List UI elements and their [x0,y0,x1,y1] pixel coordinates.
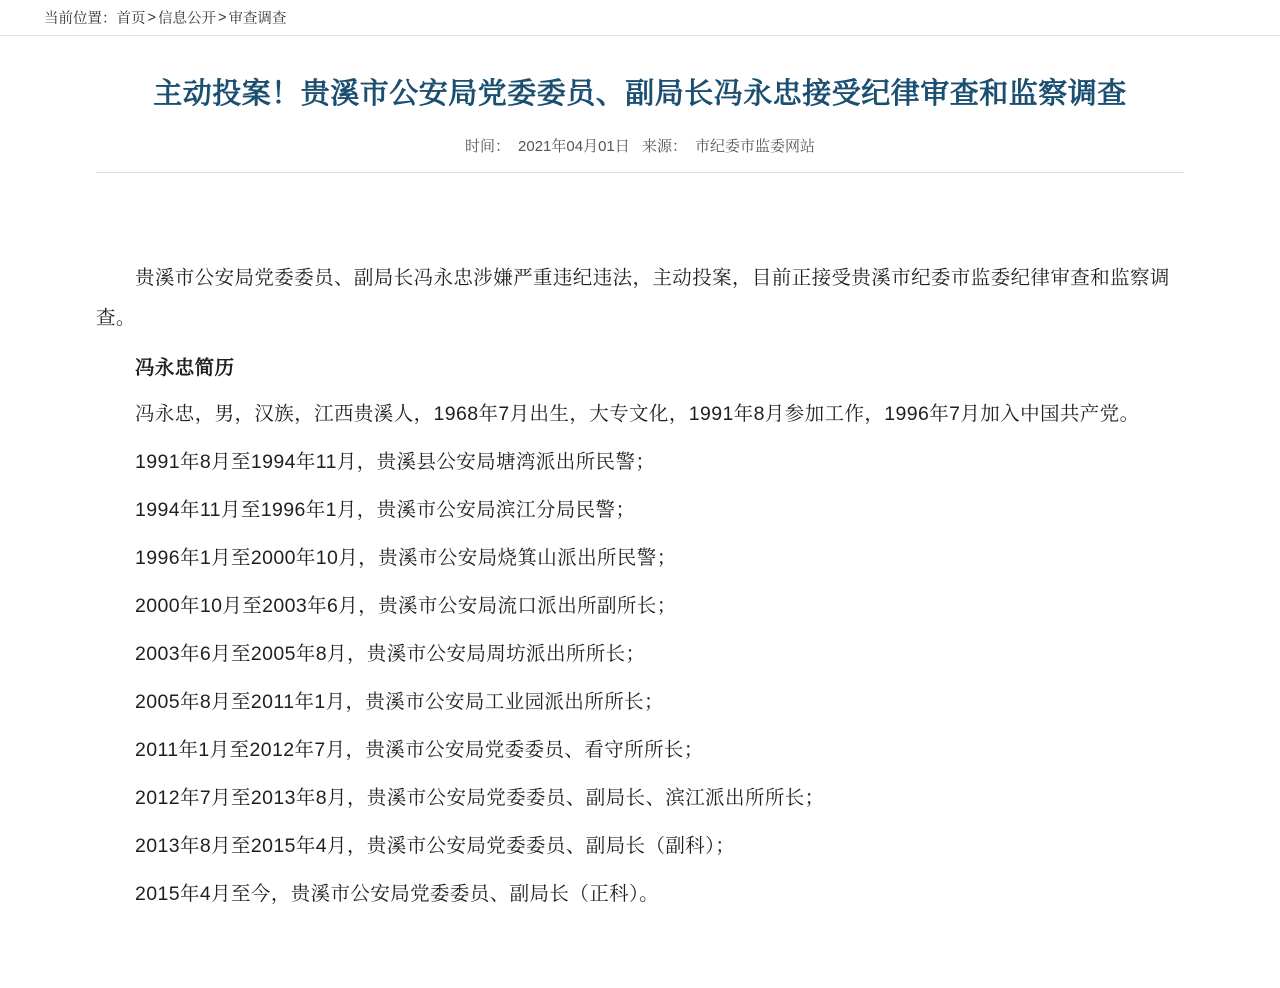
resume-entry: 2011年1月至2012年7月，贵溪市公安局党委委员、看守所所长； [135,738,704,761]
resume-entry: 1996年1月至2000年10月，贵溪市公安局烧箕山派出所民警； [135,546,677,569]
publish-time-value: 2021年04月01日 [518,138,630,156]
resume-entry: 2005年8月至2011年1月，贵溪市公安局工业园派出所所长； [135,690,664,713]
breadcrumb-link-information-disclosure[interactable]: 信息公开 [157,11,216,27]
biography-paragraph: 冯永忠，男，汉族，江西贵溪人，1968年7月出生，大专文化，1991年8月参加工作，1996年7月加入中国共产党。 [135,403,1140,426]
resume-heading: 冯永忠简历 [135,357,235,380]
article-body [96,173,1184,915]
breadcrumb-separator: > [147,9,156,26]
article-container [96,36,1184,915]
resume-entry: 1994年11月至1996年1月，贵溪市公安局滨江分局民警； [135,498,636,521]
resume-entry: 1991年8月至1994年11月，贵溪县公安局塘湾派出所民警； [135,451,656,474]
resume-entry: 2013年8月至2015年4月，贵溪市公安局党委委员、副局长（副科）； [135,834,736,857]
publish-time-label: 时间： [465,138,511,156]
breadcrumb-link-home[interactable]: 首页 [116,11,146,27]
breadcrumb-current-page: 审查调查 [228,11,287,27]
source-value: 市纪委市监委网站 [694,138,815,156]
breadcrumb-separator-2: > [217,9,227,26]
breadcrumb [0,0,1280,36]
resume-entry: 2015年4月至今，贵溪市公安局党委委员、副局长（正科）。 [135,882,660,905]
resume-entry: 2003年6月至2005年8月，贵溪市公安局周坊派出所所长； [135,642,646,665]
resume-entry: 2012年7月至2013年8月，贵溪市公安局党委委员、副局长、滨江派出所所长； [135,786,825,809]
source-label: 来源： [641,138,687,156]
article-lead-paragraph: 贵溪市公安局党委委员、副局长冯永忠涉嫌严重违纪违法，主动投案，目前正接受贵溪市纪委市监委纪律审查和监察调查。 [96,267,1170,330]
article-meta [96,135,1184,173]
page-title: 主动投案！贵溪市公安局党委委员、副局长冯永忠接受纪律审查和监察调查 [153,76,1127,110]
breadcrumb-label: 当前位置： [44,11,117,27]
resume-entry: 2000年10月至2003年6月，贵溪市公安局流口派出所副所长； [135,594,677,617]
